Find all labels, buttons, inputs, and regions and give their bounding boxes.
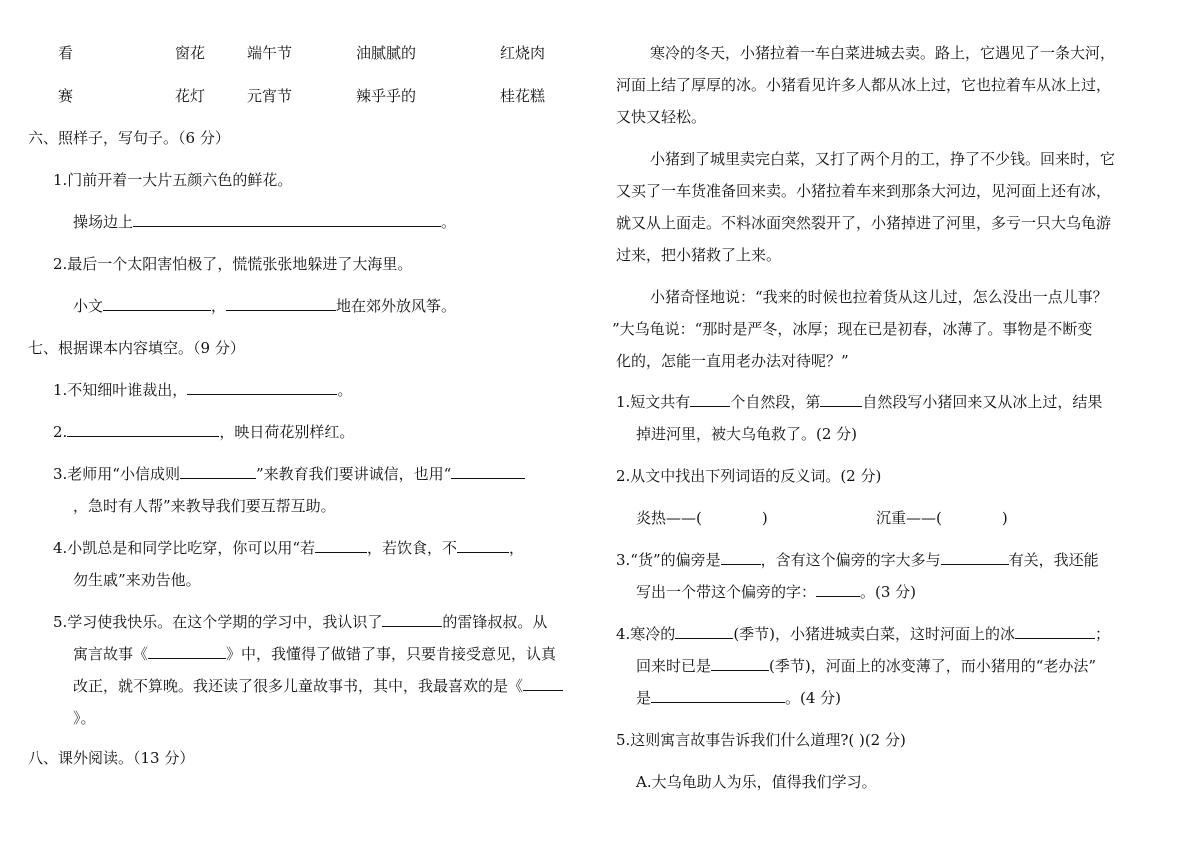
blank[interactable] [721, 550, 761, 565]
blank[interactable] [226, 296, 336, 311]
sec7-q5-line3: 改正，就不算晚。我还读了很多儿童故事书，其中，我最喜欢的是《 [73, 676, 563, 696]
word-1-4: 油腻腻的 [356, 44, 417, 62]
reading-q2: 2.从文中找出下列词语的反义词。(2 分) [616, 467, 882, 485]
sec6-q1: 1.门前开着一大片五颜六色的鲜花。 [53, 171, 293, 189]
passage-line: 小猪奇怪地说：“我来的时候也拉着货从这儿过，怎么没出一点儿事？ [650, 288, 1108, 306]
passage-line: 又快又轻松。 [616, 108, 707, 126]
word-1-3: 端午节 [247, 44, 293, 62]
reading-q5: 5.这则寓言故事告诉我们什么道理?( )(2 分) [616, 731, 906, 749]
passage-line: 又买了一车货准备回来卖。小猪拉着车来到那条大河边，见河面上还有冰， [616, 182, 1112, 200]
blank[interactable] [941, 550, 1009, 565]
sec6-q1-answer-line: 操场边上 。 [73, 213, 457, 231]
sec7-q1: 1.不知细叶谁裁出， 。 [53, 381, 353, 399]
sec6-q2-answer-line: 小文 ， 地在郊外放风筝。 [73, 297, 457, 315]
blank[interactable] [816, 582, 860, 597]
reading-q1-line1: 1.短文共有 个自然段，第 自然段写小猪回来又从冰上过，结果 [616, 393, 1103, 411]
word-1-2: 窗花 [175, 44, 206, 62]
reading-q3-line2: 写出一个带这个偏旁的字： 。(3 分) [636, 583, 917, 601]
word-1-1: 看 [58, 44, 74, 62]
sec7-q2: 2. ，映日荷花别样红。 [53, 423, 355, 441]
passage-line: 过来，把小猪救了上来。 [616, 246, 782, 264]
section-7-title: 七、根据课本内容填空。（9 分） [28, 339, 245, 357]
sec7-q5-line1: 5.学习使我快乐。在这个学期的学习中，我认识了 的雷锋叔叔。从 [53, 613, 548, 631]
word-2-5: 桂花糕 [500, 87, 546, 105]
reading-q3-line1: 3.“货”的偏旁是 ，含有这个偏旁的字大多与 有关，我还能 [616, 551, 1099, 569]
reading-q4-line3: 是 。(4 分) [636, 689, 842, 707]
section-8-title: 八、课外阅读。（13 分） [28, 749, 195, 767]
blank[interactable] [1015, 624, 1095, 639]
blank[interactable] [820, 392, 862, 407]
blank[interactable] [148, 644, 226, 659]
blank[interactable] [67, 422, 219, 437]
reading-q1-line2: 掉进河里，被大乌龟救了。(2 分) [636, 425, 858, 443]
blank[interactable] [133, 212, 441, 227]
blank[interactable] [711, 656, 769, 671]
word-2-3: 元宵节 [247, 87, 293, 105]
blank[interactable] [690, 392, 730, 407]
sec7-q4-line2: 勿生戚”来劝告他。 [73, 571, 201, 589]
reading-q4-line1: 4.寒冷的 (季节)，小猪进城卖白菜，这时河面上的冰 ； [616, 625, 1111, 643]
sec7-q4-line1: 4.小凯总是和同学比吃穿，你可以用“若 ，若饮食，不 ， [53, 539, 525, 557]
word-2-4: 辣乎乎的 [356, 87, 417, 105]
word-1-5: 红烧肉 [500, 44, 546, 62]
sec6-q2: 2.最后一个太阳害怕极了，慌慌张张地躲进了大海里。 [53, 255, 413, 273]
passage-line: 河面上结了厚厚的冰。小猪看见许多人都从冰上过，它也拉着车从冰上过， [616, 76, 1112, 94]
passage-line: 就又从上面走。不料冰面突然裂开了，小猪掉进了河里，多亏一只大乌龟游 [616, 214, 1112, 232]
blank[interactable] [187, 380, 337, 395]
reading-q5-option-a[interactable]: A.大乌龟助人为乐，值得我们学习。 [636, 773, 877, 791]
blank[interactable] [103, 296, 211, 311]
blank[interactable] [315, 538, 367, 553]
antonym-2: 沉重——( ) [876, 509, 1008, 527]
blank[interactable] [382, 612, 442, 627]
antonym-1: 炎热——( ) [636, 509, 768, 527]
sec7-q3-line1: 3.老师用“小信成则 ”来教育我们要讲诚信，也用“ [53, 464, 525, 484]
passage-line: 化的，怎能一直用老办法对待呢？” [616, 352, 849, 370]
sec7-q5-line4: 》。 [73, 709, 96, 727]
blank[interactable] [675, 624, 733, 639]
sec7-q3-line2: ，急时有人帮”来教导我们要互帮互助。 [73, 497, 336, 515]
blank[interactable] [651, 688, 785, 703]
section-6-title: 六、照样子，写句子。（6 分） [28, 129, 230, 147]
passage-line: 小猪到了城里卖完白菜，又打了两个月的工，挣了不少钱。回来时，它 [650, 150, 1116, 168]
blank[interactable] [180, 464, 256, 479]
word-2-2: 花灯 [175, 87, 206, 105]
sec7-q5-line2: 寓言故事《 》中，我懂得了做错了事，只要肯接受意见，认真 [73, 645, 557, 663]
passage-line: 寒冷的冬天，小猪拉着一车白菜进城去卖。路上，它遇见了一条大河， [650, 44, 1116, 62]
passage-line: ”大乌龟说：“那时是严冬，冰厚；现在已是初春，冰薄了。事物是不断变 [612, 320, 1093, 338]
word-2-1: 赛 [58, 87, 74, 105]
reading-q4-line2: 回来时已是 (季节)，河面上的冰变薄了，而小猪用的“老办法” [636, 657, 1097, 675]
blank[interactable] [523, 676, 563, 691]
blank[interactable] [451, 464, 525, 479]
blank[interactable] [457, 538, 509, 553]
